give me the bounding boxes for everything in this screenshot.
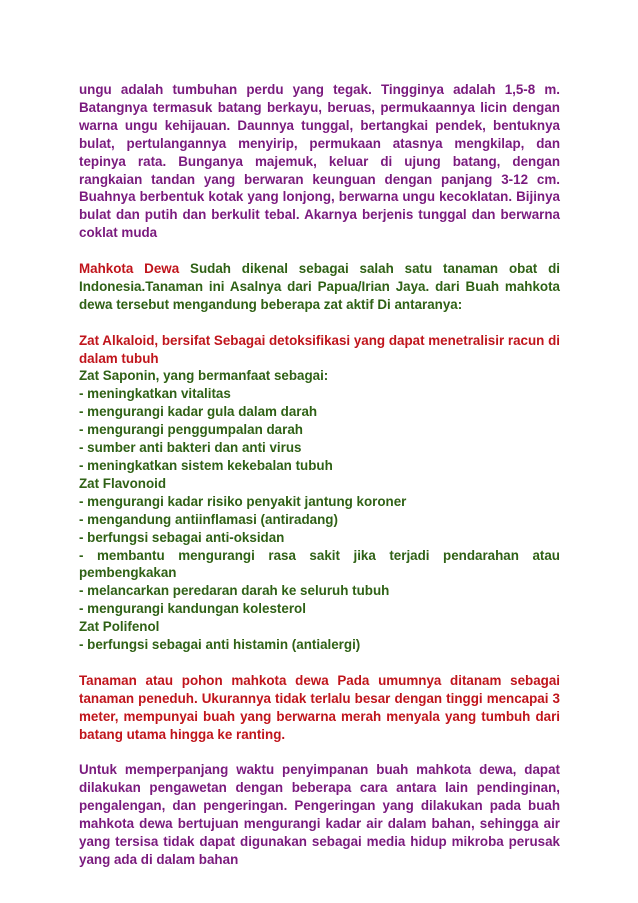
saponin-heading: Zat Saponin, yang bermanfaat sebagai: xyxy=(79,368,329,384)
intro-paragraph: ungu adalah tumbuhan perdu yang tegak. Tingginya adalah 1,5-8 m. Batangnya termasuk batang berkayu, beruas, permukaannya licin dengan warna ungu kehijauan. Daunnya tunggal, bertangkai pendek, bentuknya bulat, pertulangannya menyirip, permukaan atasnya mengkilap, dan tepinya rata. Bunganya majemuk, keluar di ujung batang, dengan rangkaian tandan yang berwaran keunguan dengan panjang 3-12 cm. Buahnya berbentuk kotak yang lonjong, berwarna ungu kecoklatan. Bijinya bulat dan putih dan berkulit tebal. Akarnya berjenis tunggal dan berwarna coklat muda xyxy=(79,82,560,241)
list-item: - berfungsi sebagai anti histamin (antialergi) xyxy=(79,637,361,653)
mahkota-dewa-text: Sudah dikenal sebagai salah satu tanaman obat di Indonesia.Tanaman ini Asalnya dari Papua/Irian Jaya. dari Buah mahkota dewa tersebut mengandung beberapa zat aktif Di antaranya: xyxy=(79,261,560,312)
tanaman-paragraph: Tanaman atau pohon mahkota dewa Pada umumnya ditanam sebagai tanaman peneduh. Ukurannya tidak terlalu besar dengan tinggi mencapai 3 meter, mempunyai buah yang berwarna merah menyala yang tumbuh dari batang utama hingga ke ranting. xyxy=(79,672,560,742)
pengawetan-paragraph: Untuk memperpanjang waktu penyimpanan buah mahkota dewa, dapat dilakukan pengawetan dengan beberapa cara antara lain pendinginan, pengalengan, dan pengeringan. Pengeringan yang dilakukan pada buah mahkota dewa bertujuan mengurangi kadar air dalam bahan, sehingga air yang tersisa tidak dapat digunakan sebagai media hidup mikroba perusak yang ada di dalam bahan xyxy=(79,762,560,867)
list-item: - meningkatkan vitalitas xyxy=(79,386,231,402)
mahkota-dewa-paragraph xyxy=(79,260,560,314)
list-item: - mengurangi kadar gula dalam darah xyxy=(79,404,318,420)
list-item: - melancarkan peredaran darah ke seluruh tubuh xyxy=(79,583,390,599)
spacer xyxy=(79,743,560,761)
polifenol-section xyxy=(79,618,560,654)
mahkota-dewa-title: Mahkota Dewa xyxy=(79,261,180,277)
list-item: - mengurangi kandungan kolesterol xyxy=(79,601,306,617)
polifenol-heading: Zat Polifenol xyxy=(79,619,160,635)
list-item: - mengurangi kadar risiko penyakit jantung koroner xyxy=(79,493,407,509)
list-item: - meningkatkan sistem kekebalan tubuh xyxy=(79,458,333,473)
spacer xyxy=(79,242,560,260)
flavonoid-section xyxy=(79,475,560,618)
list-item: - membantu mengurangi rasa sakit jika terjadi pendarahan atau pembengkakan xyxy=(79,547,560,581)
list-item: - mengurangi penggumpalan darah xyxy=(79,422,303,438)
flavonoid-heading: Zat Flavonoid xyxy=(79,475,167,491)
list-item: - sumber anti bakteri dan anti virus xyxy=(79,440,302,456)
spacer xyxy=(79,314,560,332)
saponin-section xyxy=(79,367,560,474)
document-page xyxy=(79,81,560,869)
list-item: - mengandung antiinflamasi (antiradang) xyxy=(79,511,338,527)
alkaloid-paragraph: Zat Alkaloid, bersifat Sebagai detoksifikasi yang dapat menetralisir racun di dalam tubuh xyxy=(79,332,560,366)
spacer xyxy=(79,654,560,672)
list-item: - berfungsi sebagai anti-oksidan xyxy=(79,529,285,545)
